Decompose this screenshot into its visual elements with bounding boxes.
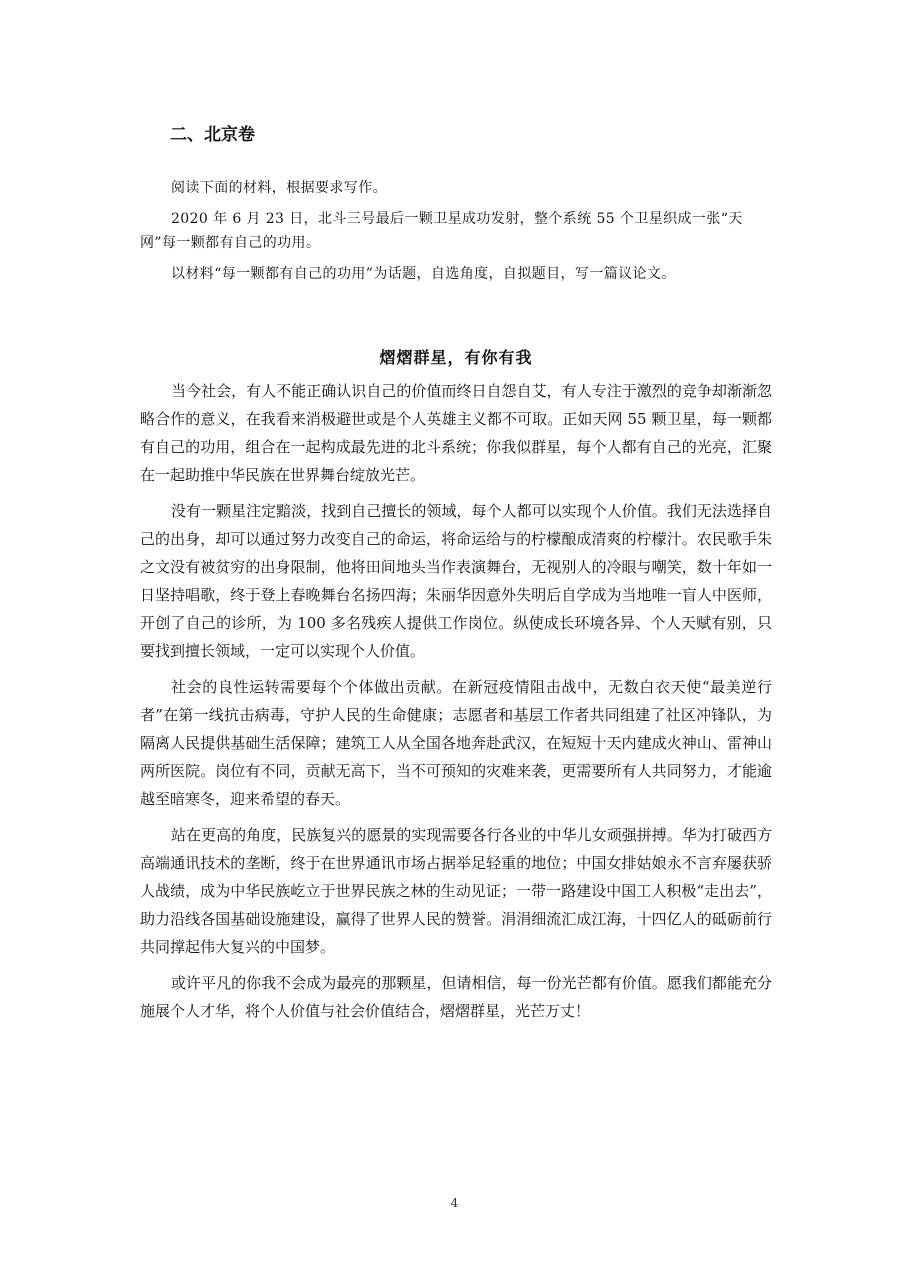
essay-paragraph-5: 或许平凡的你我不会成为最亮的那颗星，但请相信，每一份光芒都有价值。愿我们都能充分施展个人才华，将个人价值与社会价值结合，熠熠群星，光芒万丈！ xyxy=(140,974,772,1020)
page-number: 4 xyxy=(450,1196,459,1210)
essay-title: 熠熠群星，有你有我 xyxy=(379,348,533,367)
section-title: 二、北京卷 xyxy=(170,125,255,145)
essay-paragraph-1: 当今社会，有人不能正确认识自己的价值而终日自怨自艾，有人专注于激烈的竞争却渐渐忽略合作的意义，在我看来消极避世或是个人英雄主义都不可取。正如天网 55 颗卫星，每一颗都有自己的功用，组合在一起构成最先进的北斗系统；你我似群星，每个人都有自己的光亮，汇聚在一起助推中华民族在世界舞台绽放光芒。 xyxy=(140,382,772,484)
essay-body xyxy=(140,377,772,1033)
essay-paragraph-2: 没有一颗星注定黯淡，找到自己擅长的领域，每个人都可以实现个人价值。我们无法选择自己的出身，却可以通过努力改变自己的命运，将命运给与的柠檬酿成清爽的柠檬汁。农民歌手朱之文没有被贫穷的出身限制，他将田间地头当作表演舞台，无视别人的冷眼与嘲笑，数十年如一日坚持唱歌，终于登上春晚舞台名扬四海；朱丽华因意外失明后自学成为当地唯一盲人中医师，开创了自己的诊所，为 100 多名残疾人提供工作岗位。纵使成长环境各异、个人天赋有别，只要找到擅长领域，一定可以实现个人价值。 xyxy=(140,502,772,660)
essay-paragraph-3: 社会的良性运转需要每个个体做出贡献。在新冠疫情阻击战中，无数白衣天使“最美逆行者”在第一线抗击病毒，守护人民的生命健康；志愿者和基层工作者共同组建了社区冲锋队，为隔离人民提供基础生活保障；建筑工人从全国各地奔赴武汉，在短短十天内建成火神山、雷神山两所医院。岗位有不同，贡献无高下，当不可预知的灾难来袭，更需要所有人共同努力，才能逾越至暗寒冬，迎来希望的春天。 xyxy=(140,678,772,808)
prompt-material: 2020 年 6 月 23 日，北斗三号最后一颗卫星成功发射，整个系统 55 个卫星织成一张“天网”每一颗都有自己的功用。 xyxy=(140,211,743,251)
prompt-requirement: 以材料“每一颗都有自己的功用”为话题，自选角度，自拟题目，写一篇议论文。 xyxy=(171,266,676,282)
prompt-instruction: 阅读下面的材料，根据要求写作。 xyxy=(171,180,387,196)
essay-paragraph-4: 站在更高的角度，民族复兴的愿景的实现需要各行各业的中华儿女顽强拼搏。华为打破西方高端通讯技术的垄断，终于在世界通讯市场占据举足轻重的地位；中国女排姑娘永不言弃屡获骄人战绩，成为中华民族屹立于世界民族之林的生动见证；一带一路建设中国工人积极“走出去”，助力沿线各国基础设施建设，赢得了世界人民的赞誉。涓涓细流汇成江海，十四亿人的砥砺前行共同撑起伟大复兴的中国梦。 xyxy=(140,826,772,956)
writing-prompt xyxy=(140,176,772,293)
